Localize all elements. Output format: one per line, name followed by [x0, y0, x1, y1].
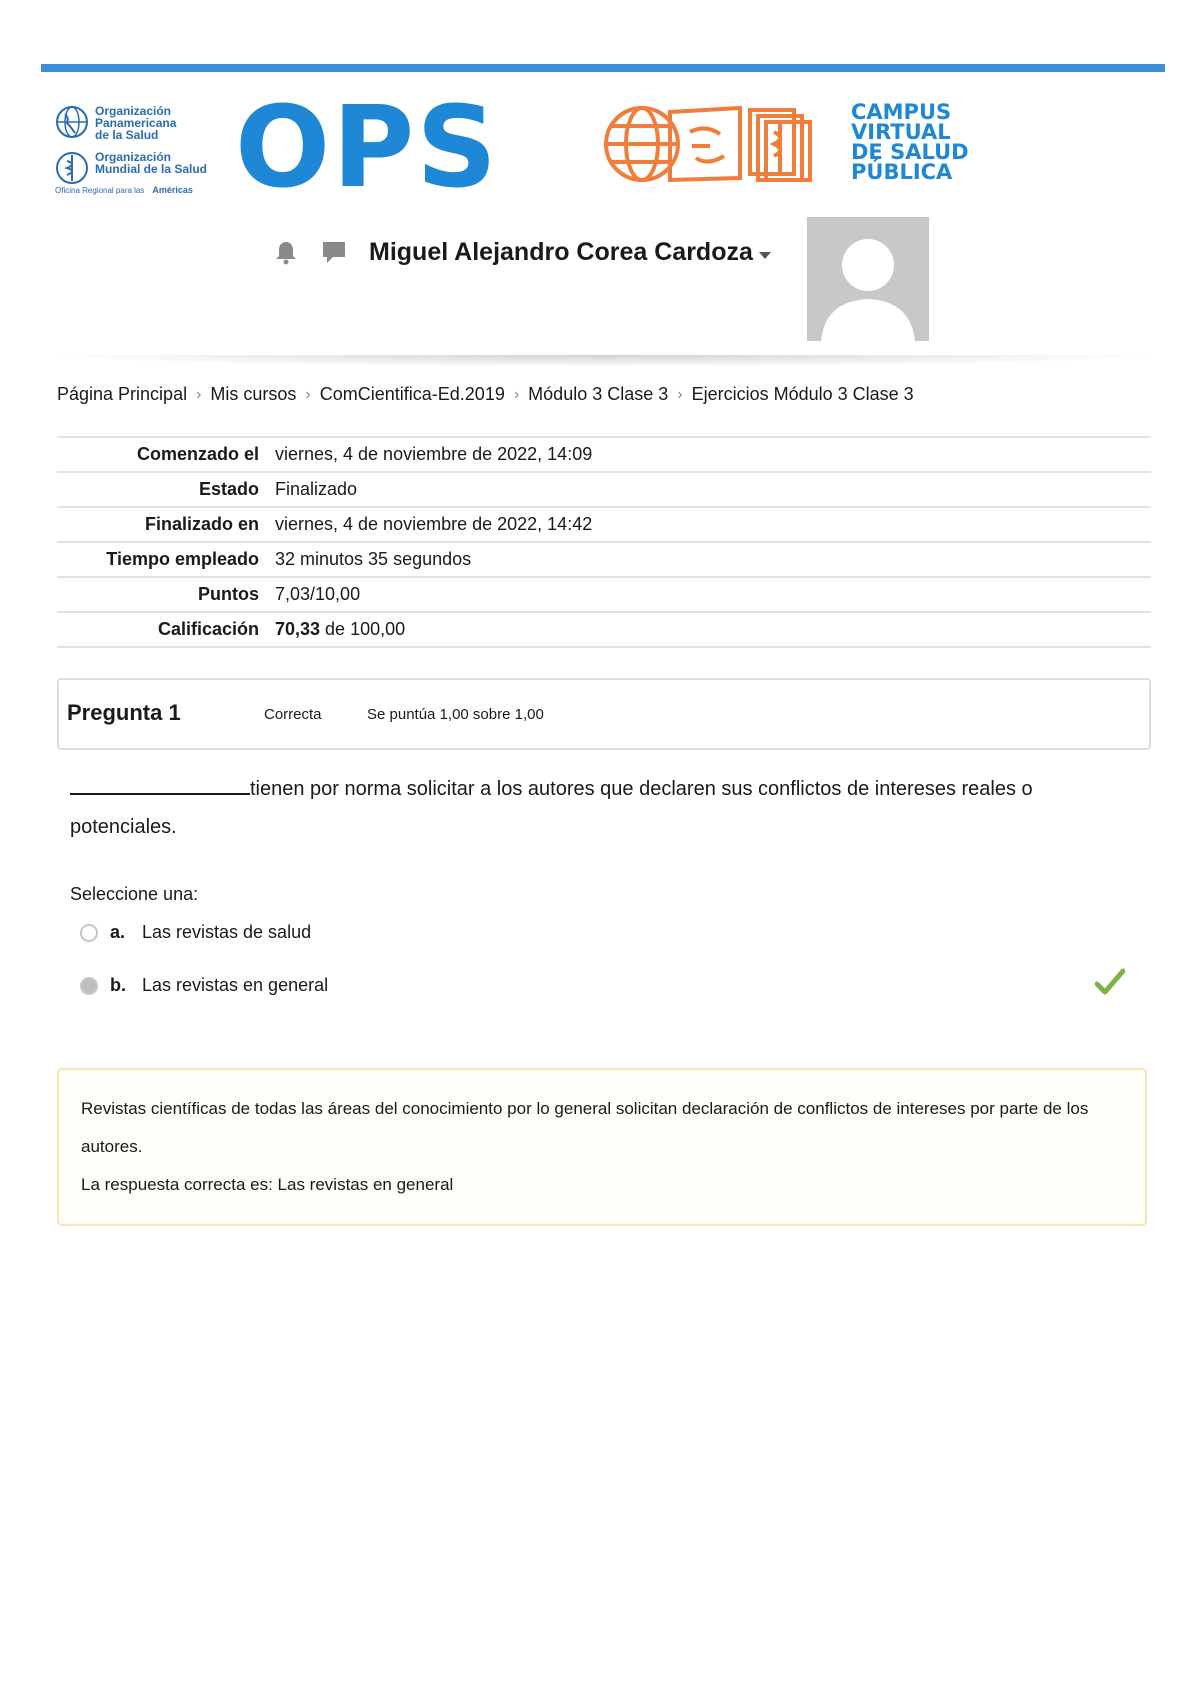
attempt-summary-table: [57, 436, 1151, 648]
question-info-box: [57, 678, 1151, 750]
option-text: Las revistas en general: [142, 975, 329, 995]
chevron-right-icon: ›: [677, 385, 683, 403]
table-row: [57, 437, 1151, 472]
paho-name: Organización Panamericana de la Salud: [95, 104, 177, 142]
answer-option-a[interactable]: [80, 922, 311, 943]
header-divider: [41, 355, 1165, 367]
summary-label: Calificación: [157, 619, 259, 639]
top-accent-bar: [41, 64, 1165, 72]
paho-who-logo[interactable]: [55, 105, 225, 195]
feedback-box: [57, 1068, 1147, 1226]
summary-label: Comenzado el: [136, 444, 259, 464]
user-avatar-icon: [807, 217, 929, 341]
correct-checkmark-icon: [1095, 968, 1125, 996]
summary-value: Finalizado: [275, 479, 358, 499]
notification-bell-icon[interactable]: [273, 239, 299, 265]
summary-value: 7,03/10,00: [275, 584, 361, 604]
breadcrumb-my-courses[interactable]: Mis cursos: [210, 384, 297, 404]
option-letter: b.: [110, 975, 126, 995]
general-feedback: Revistas científicas de todas las áreas del conocimiento por lo general solicitan declaración de conflictos de intereses por parte de los autores.: [81, 1099, 1089, 1156]
ops-logo[interactable]: OPS: [235, 83, 499, 213]
summary-label: Finalizado en: [144, 514, 259, 534]
select-prompt: Seleccione una:: [70, 884, 199, 904]
option-letter: a.: [110, 922, 126, 942]
table-row: [57, 542, 1151, 577]
table-row: [57, 612, 1151, 647]
user-name[interactable]: Miguel Alejandro Corea Cardoza: [369, 237, 753, 266]
who-name: Organización Mundial de la Salud: [95, 150, 208, 176]
breadcrumb: [57, 384, 914, 405]
user-menu-bar: [273, 232, 771, 272]
chevron-down-icon[interactable]: [759, 252, 771, 259]
answer-option-b[interactable]: [80, 975, 328, 996]
chevron-right-icon: ›: [305, 385, 311, 403]
summary-label: Tiempo empleado: [106, 549, 259, 569]
breadcrumb-course[interactable]: ComCientifica-Ed.2019: [319, 384, 505, 404]
breadcrumb-exercises[interactable]: Ejercicios Módulo 3 Clase 3: [691, 384, 914, 404]
fill-in-blank: [70, 775, 250, 795]
summary-value: 32 minutos 35 segundos: [275, 549, 472, 569]
question-grade: Se puntúa 1,00 sobre 1,00: [367, 706, 544, 723]
user-avatar[interactable]: [807, 217, 929, 341]
paho-globe-icon: [55, 105, 89, 139]
table-row: [57, 577, 1151, 612]
summary-label: Puntos: [198, 584, 259, 604]
option-text: Las revistas de salud: [142, 922, 312, 942]
summary-value: viernes, 4 de noviembre de 2022, 14:42: [275, 514, 593, 534]
right-answer: La respuesta correcta es: Las revistas en general: [81, 1175, 454, 1194]
breadcrumb-home[interactable]: Página Principal: [57, 384, 188, 404]
org-footer: Oficina Regional para las Américas: [55, 185, 193, 195]
who-emblem-icon: [55, 151, 89, 185]
chevron-right-icon: ›: [513, 385, 520, 403]
question-text: tienen por norma solicitar a los autores que declaren sus conflictos de intereses reales o potenciales.: [70, 770, 1130, 846]
question-title: Pregunta 1: [67, 700, 181, 725]
breadcrumb-module[interactable]: Módulo 3 Clase 3: [528, 384, 669, 404]
radio-button-selected[interactable]: [80, 977, 98, 995]
summary-label: Estado: [198, 479, 259, 499]
chevron-right-icon: ›: [196, 385, 202, 403]
summary-value: 70,33 de 100,00: [275, 619, 406, 639]
site-header: [55, 83, 1155, 213]
message-bubble-icon[interactable]: [321, 239, 347, 265]
campus-virtual-title: CAMPUS VIRTUAL DE SALUD PÚBLICA: [851, 100, 969, 184]
campus-graphic-icon: [600, 102, 850, 184]
table-row: [57, 472, 1151, 507]
question-state: Correcta: [264, 706, 322, 723]
summary-value: viernes, 4 de noviembre de 2022, 14:09: [275, 444, 593, 464]
radio-button[interactable]: [80, 924, 98, 942]
table-row: [57, 507, 1151, 542]
